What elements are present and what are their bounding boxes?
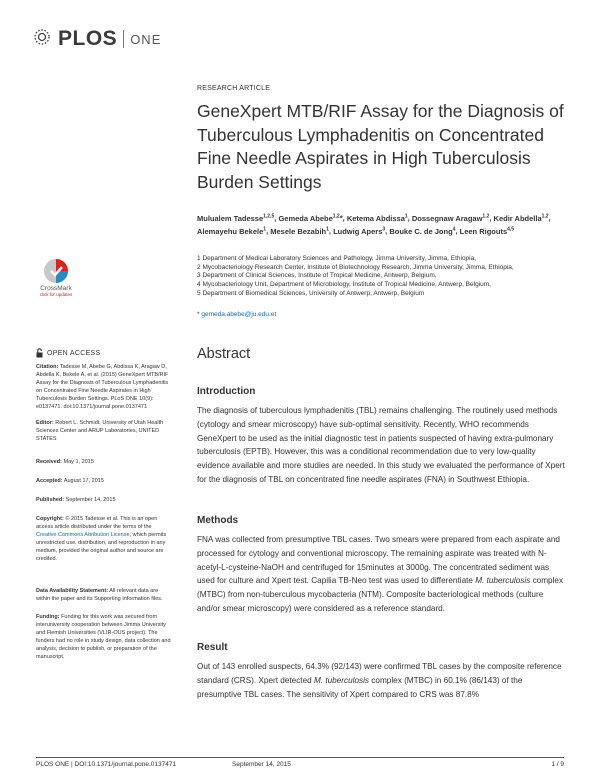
email-link[interactable]: gemeda.abebe@ju.edu.et [201, 311, 277, 318]
plos-one-logo[interactable] [33, 27, 161, 51]
author[interactable]: Dossegnaw Aragaw$^{1,2}$ [411, 213, 490, 223]
affiliation-list [197, 255, 567, 299]
plos-brand: PLOS [58, 27, 118, 50]
author-list: Mulualem Tadesse$^{1,2,5}$, Gemeda Abebe$^{1,2}$*, Ketema Abdissa$^1$, Dossegnaw Aragaw$^{1,2}$, Kedir Abdella$^{1,2}$, Alemayehu Bekele$^1$, Mesele Bezabih$^1$, Ludwig Apers$^3$, Bouke C. de Jong$^4$, Leen Rigouts$^{4,5}$ [197, 213, 551, 236]
methods-heading: Methods [197, 515, 239, 526]
license-link[interactable]: Creative Commons Attribution License [36, 531, 130, 538]
crossmark-icon [43, 258, 69, 284]
journal-name: ONE [130, 31, 162, 47]
published-date: Published: September 14, 2015 [36, 497, 116, 503]
author[interactable]: Mulualem Tadesse$^{1,2,5}$ [197, 213, 275, 223]
open-lock-icon [36, 348, 43, 358]
page-number: 1 / 9 [551, 761, 564, 768]
data-availability-block: Data Availability Statement: All relevant data are within the paper and its Supporting Information files. [36, 588, 163, 602]
abstract-heading: Abstract [197, 346, 251, 362]
author[interactable]: Bouke C. de Jong$^4$ [389, 226, 456, 236]
author[interactable]: Leen Rigouts$^{4,5}$ [459, 226, 515, 236]
author[interactable]: Kedir Abdella$^{1,2}$ [493, 213, 549, 223]
affiliation: 3 Department of Clinical Sciences, Institute of Tropical Medicine, Antwerp, Belgium, [197, 272, 437, 280]
affiliation: 5 Department of Biomedical Sciences, University of Antwerp, Antwerp, Belgium [197, 289, 425, 297]
received-date: Received: May 1, 2015 [36, 459, 94, 465]
crossmark-sublabel: click for updates [39, 292, 73, 297]
copyright-block: Copyright: © 2015 Tadesse et al. This is an open access article distributed under the terms of the Creative Commons Attribution License, which permits unrestricted use, distribution, and reproduction in any medium, provided the original author and source are credited. [36, 516, 167, 562]
editor-block: Editor: Robert L. Schmidt, University of Utah Health Sciences Center and ARUP Laboratories, UNITED STATES [36, 420, 164, 442]
funding-block: Funding: Funding for this work was secured from interuniversity cooperation between Jimma University and Flemish Universities (VLIR-OUS project). The funders had no role in study design, data collection and analysis, decision to publish, or preparation of the manuscript. [36, 614, 171, 660]
author[interactable]: Mesele Bezabih$^1$ [270, 226, 329, 236]
introduction-text: The diagnosis of tuberculous lymphadenitis (TBL) remains challenging. The routinely used methods (cytology and smear microscopy) have sub-optimal sensitivity. Recently, WHO recommends GeneXpert to be used as the initial diagnostic test in patients suspected of having extra-pulmonary tuberculosis (EPTB). However, this was a conditional recommendation due to very low-quality evidence available and more studies are needed. In this study we evaluated the performance of Xpert for the diagnosis of TBL on concentrated fine needle aspirates (FNA) in Southwest Ethiopia. [197, 406, 565, 484]
affiliation: 1 Department of Medical Laboratory Sciences and Pathology, Jimma University, Jimma, Ethiopia, [197, 255, 477, 262]
author[interactable]: Alemayehu Bekele$^1$ [197, 226, 267, 236]
author[interactable]: Ludwig Apers$^3$ [333, 226, 386, 236]
author[interactable]: Gemeda Abebe$^{1,2}$ [278, 213, 340, 223]
crossmark-badge[interactable] [36, 258, 76, 297]
affiliation: 2 Mycobacteriology Research Center, Institute of Biotechnology Research, Jimma University, Jimma, Ethiopia, [197, 263, 514, 271]
citation-block: Citation: Tadesse M, Abebe G, Abdissa K, Aragaw D, Abdella K, Bekele A, et al. (2015) GeneXpert MTB/RIF Assay for the Diagnosis of Tuberculous Lymphadenitis on Concentrated Fine Needle Aspirates in High Tuberculosis Burden Settings. PLoS ONE 10(9): e0137471. doi:10.1371/journal.pone.0137471 [36, 364, 169, 410]
introduction-heading: Introduction [197, 386, 256, 397]
article-type: RESEARCH ARTICLE [197, 85, 271, 92]
result-heading: Result [197, 642, 228, 653]
footer-date: September 14, 2015 [232, 761, 291, 768]
crossmark-label: CrossMark [40, 285, 72, 292]
accepted-date: Accepted: August 17, 2015 [36, 478, 104, 484]
open-access-label: OPEN ACCESS [47, 349, 101, 357]
methods-text: FNA was collected from presumptive TBL cases. Two smears were prepared from each aspirate and processed for cytology and conventional microscopy. The remaining aspirate was treated with N-acetyl-L-cysteine-NaOH and centrifuged for 15minutes at 3000g. The concentrated sediment was used for culture and Xpert test. Capilia TB-Neo test was used to differentiate M. tuberculosis complex (MTBC) from non-tuberculous mycobacteria (NTM). Composite bacteriological methods (culture and/or smear microscopy) were considered as a reference standard. [197, 535, 564, 613]
corresponding-email: * gemeda.abebe@ju.edu.et [197, 311, 277, 318]
author[interactable]: Ketema Abdissa$^1$ [346, 213, 408, 223]
affiliation: 4 Mycobacteriology Unit, Department of Microbiology, Institute of Tropical Medicine, Antwerp, Belgium, [197, 281, 491, 289]
open-access-badge [36, 348, 100, 358]
footer-divider [36, 757, 564, 758]
logo-divider [123, 30, 124, 48]
article-title: GeneXpert MTB/RIF Assay for the Diagnosis of Tuberculous Lymphadenitis on Concentrated Fine Needle Aspirates in High Tuberculosis Burden Settings [197, 101, 564, 192]
result-text: Out of 143 enrolled suspects, 64.3% (92/143) were confirmed TBL cases by the composite reference standard (CRS). Xpert detected M. tuberculosis complex (MTBC) in 60.1% (86/143) of the presumptive TBL cases. The sensitivity of Xpert compared to CRS was 87.8% [197, 662, 562, 699]
plos-dots-icon [33, 28, 55, 50]
footer-doi: PLOS ONE | DOI:10.1371/journal.pone.0137471 [36, 761, 177, 768]
